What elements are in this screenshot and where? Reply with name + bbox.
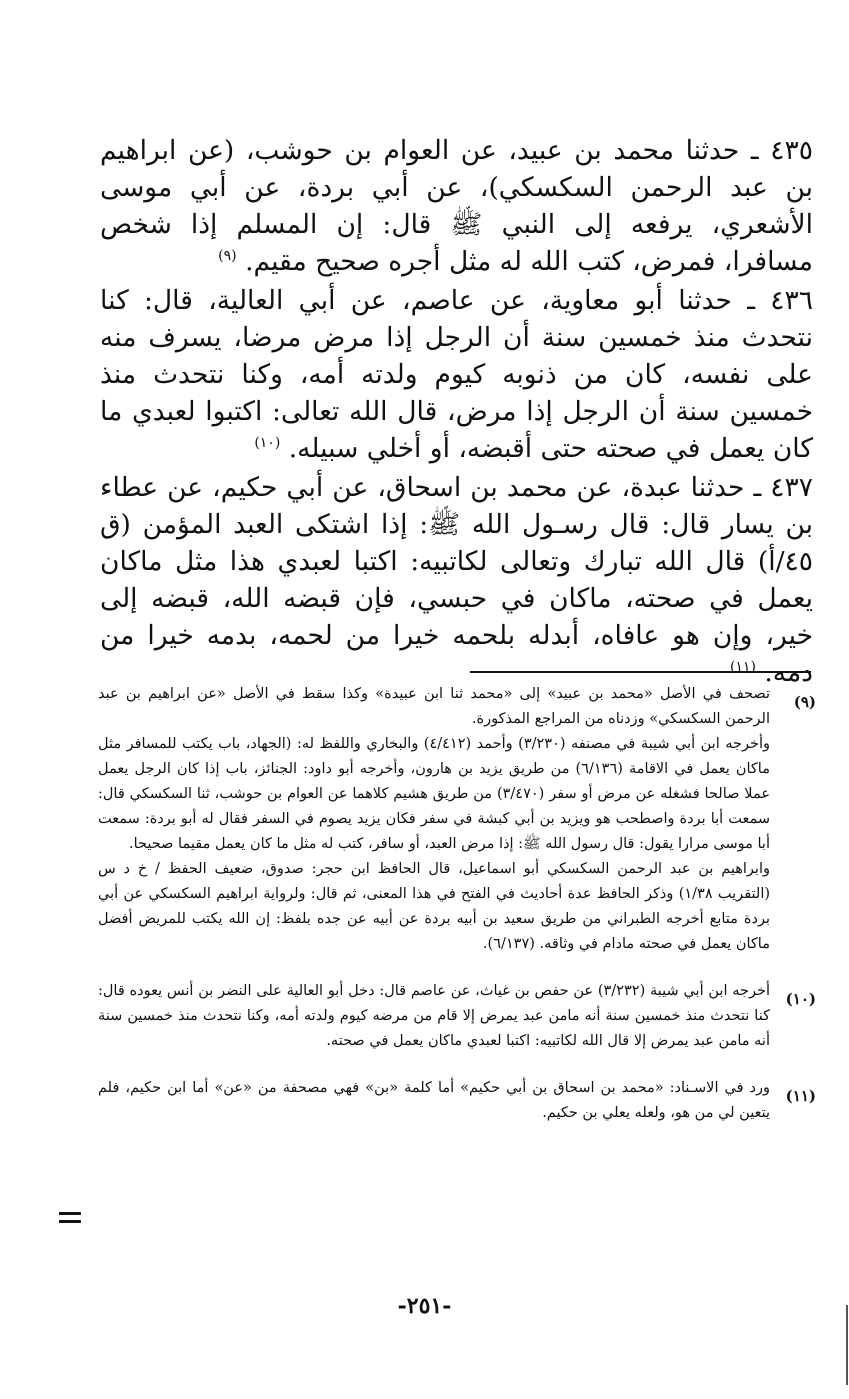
hadith-436 xyxy=(100,282,813,467)
footnote-11 xyxy=(98,1076,816,1126)
footnote-paragraph: أخرجه ابن أبي شيبة (٣/٢٣٢) عن حفص بن غياث، عن عاصم قال: دخل أبو العالية على النضر بن أنس يعوده قال: كنا نتحدث منذ خمسين سنة أنه مامن عبد يمرض إلا قام من مرضه كيوم ولدته أمه، وكنا نتحدث منذ خمسين سنة أنه مامن عبد يمرض إلا قال الله لكاتبيه: اكتبا لعبدي ماكان يعمل في صحته. xyxy=(98,983,771,1049)
footnote-9 xyxy=(98,682,816,957)
footnote-ref-9: (٩) xyxy=(218,248,237,265)
footnotes xyxy=(98,682,816,1148)
footnote-number: (٩) xyxy=(793,693,816,711)
footnote-ref-10: (١٠) xyxy=(254,435,281,452)
hadith-437 xyxy=(100,469,813,691)
scan-edge-mark xyxy=(846,1305,848,1385)
footnote-ref-11: (١١) xyxy=(729,659,756,676)
footnote-paragraph: وابراهيم بن عبد الرحمن السكسكي أبو اسماعيل، قال الحافظ ابن حجر: صدوق، ضعيف الحفظ / خ د س (التقريب ١/٣٨) وذكر الحافظ عدة أحاديث في الفتح في هذا المعنى، ثم قال: ولرواية ابراهيم السكسكي عن أبي بردة متابع أخرجه الطبراني من طريق سعيد بن أبيه بردة عن أبيه عن جده بلفظ: إن الله يكتب للمريض أفضل ماكان يعمل في صحته مادام في وثاقه. (٦/١٣٧). xyxy=(98,861,771,952)
footnote-paragraph: وأخرجه ابن أبي شيبة في مصنفه (٣/٢٣٠) وأحمد (٤/٤١٢) والبخاري واللفظ له: (الجهاد، باب يكتب للمسافر مثل ماكان يعمل في الاقامة (٦/١٣٦) من طريق يزيد بن هارون، وأخرجه أبو داود: الجنائز، باب إذا كان الرجل يعمل عملا صالحا فشغله عن مرض أو سفر (٣/٤٧٠) من طريق هشيم كلاهما عن العوام بن حوشب، ثنا السكسكي قال: سمعت أبا بردة واصطحب هو ويزيد بن أبي كبشة في سفر فكان يزيد يصوم في السفر فقال له أبو بردة: سمعت أبا موسى مرارا يقول: قال رسول الله ﷺ: إذا مرض العبد، أو سافر، كتب له مثل ما كان يعمل مقيما صحيحا. xyxy=(98,736,770,852)
footnote-number: (١١) xyxy=(785,1087,816,1105)
footnote-paragraph: تصحف في الأصل «محمد بن عبيد» إلى «محمد ثنا ابن عبيدة» وكذا سقط في الأصل «عن ابراهيم بن عبد الرحمن السكسكي» وزدناه من المراجع المذكورة. xyxy=(98,686,770,727)
margin-equals-mark xyxy=(59,1212,81,1226)
page-number: -٢٥١- xyxy=(397,1293,452,1319)
footnote-body xyxy=(98,1076,770,1126)
hadith-437-text: ٤٣٧ ـ حدثنا عبدة، عن محمد بن اسحاق، عن أبي حكيم، عن عطاء بن يسار قال: قال رسـول الله ﷺ: إذا اشتكى العبد المؤمن (ق ٤٥/أ) قال الله تبارك وتعالى لكاتبيه: اكتبا لعبدي هذا مثل ماكان يعمل في صحته، ماكان في حبسي، فإن قبضه الله، قبضه إلى خير، وإن هو عافاه، أبدله بلحمه خيرا من لحمه، بدمه خيرا من دمه. xyxy=(100,472,813,688)
main-text xyxy=(100,132,813,693)
hadith-436-text: ٤٣٦ ـ حدثنا أبو معاوية، عن عاصم، عن أبي العالية، قال: كنا نتحدث منذ خمسين سنة أن الرجل إذا مرض مرضا، يسرف منه على نفسه، كان من ذنوبه كيوم ولدته أمه، وكنا نتحدث منذ خمسين سنة أن الرجل إذا مرض، قال الله تعالى: اكتبوا لعبدي ما كان يعمل في صحته حتى أقبضه، أو أخلي سبيله. xyxy=(100,285,813,464)
footnote-10 xyxy=(98,979,816,1054)
footnote-number: (١٠) xyxy=(785,990,816,1008)
footnote-body xyxy=(98,979,770,1054)
hadith-435 xyxy=(100,132,813,280)
footnote-paragraph: ورد في الاسـناد: «محمد بن اسحاق بن أبي حكيم» أما كلمة «بن» فهي مصحفة من «عن» أما ابن حكيم، فلم يتعين لي من هو، ولعله يعلي بن حكيم. xyxy=(98,1080,770,1121)
footnote-separator xyxy=(470,671,811,673)
hadith-435-text: ٤٣٥ ـ حدثنا محمد بن عبيد، عن العوام بن حوشب، (عن ابراهيم بن عبد الرحمن السكسكي)، عن أبي بردة، عن أبي موسى الأشعري، يرفعه إلى النبي ﷺ قال: إن المسلم إذا شخص مسافرا، فمرض، كتب الله له مثل أجره صحيح مقيم. xyxy=(100,135,813,277)
footnote-body xyxy=(98,682,770,957)
